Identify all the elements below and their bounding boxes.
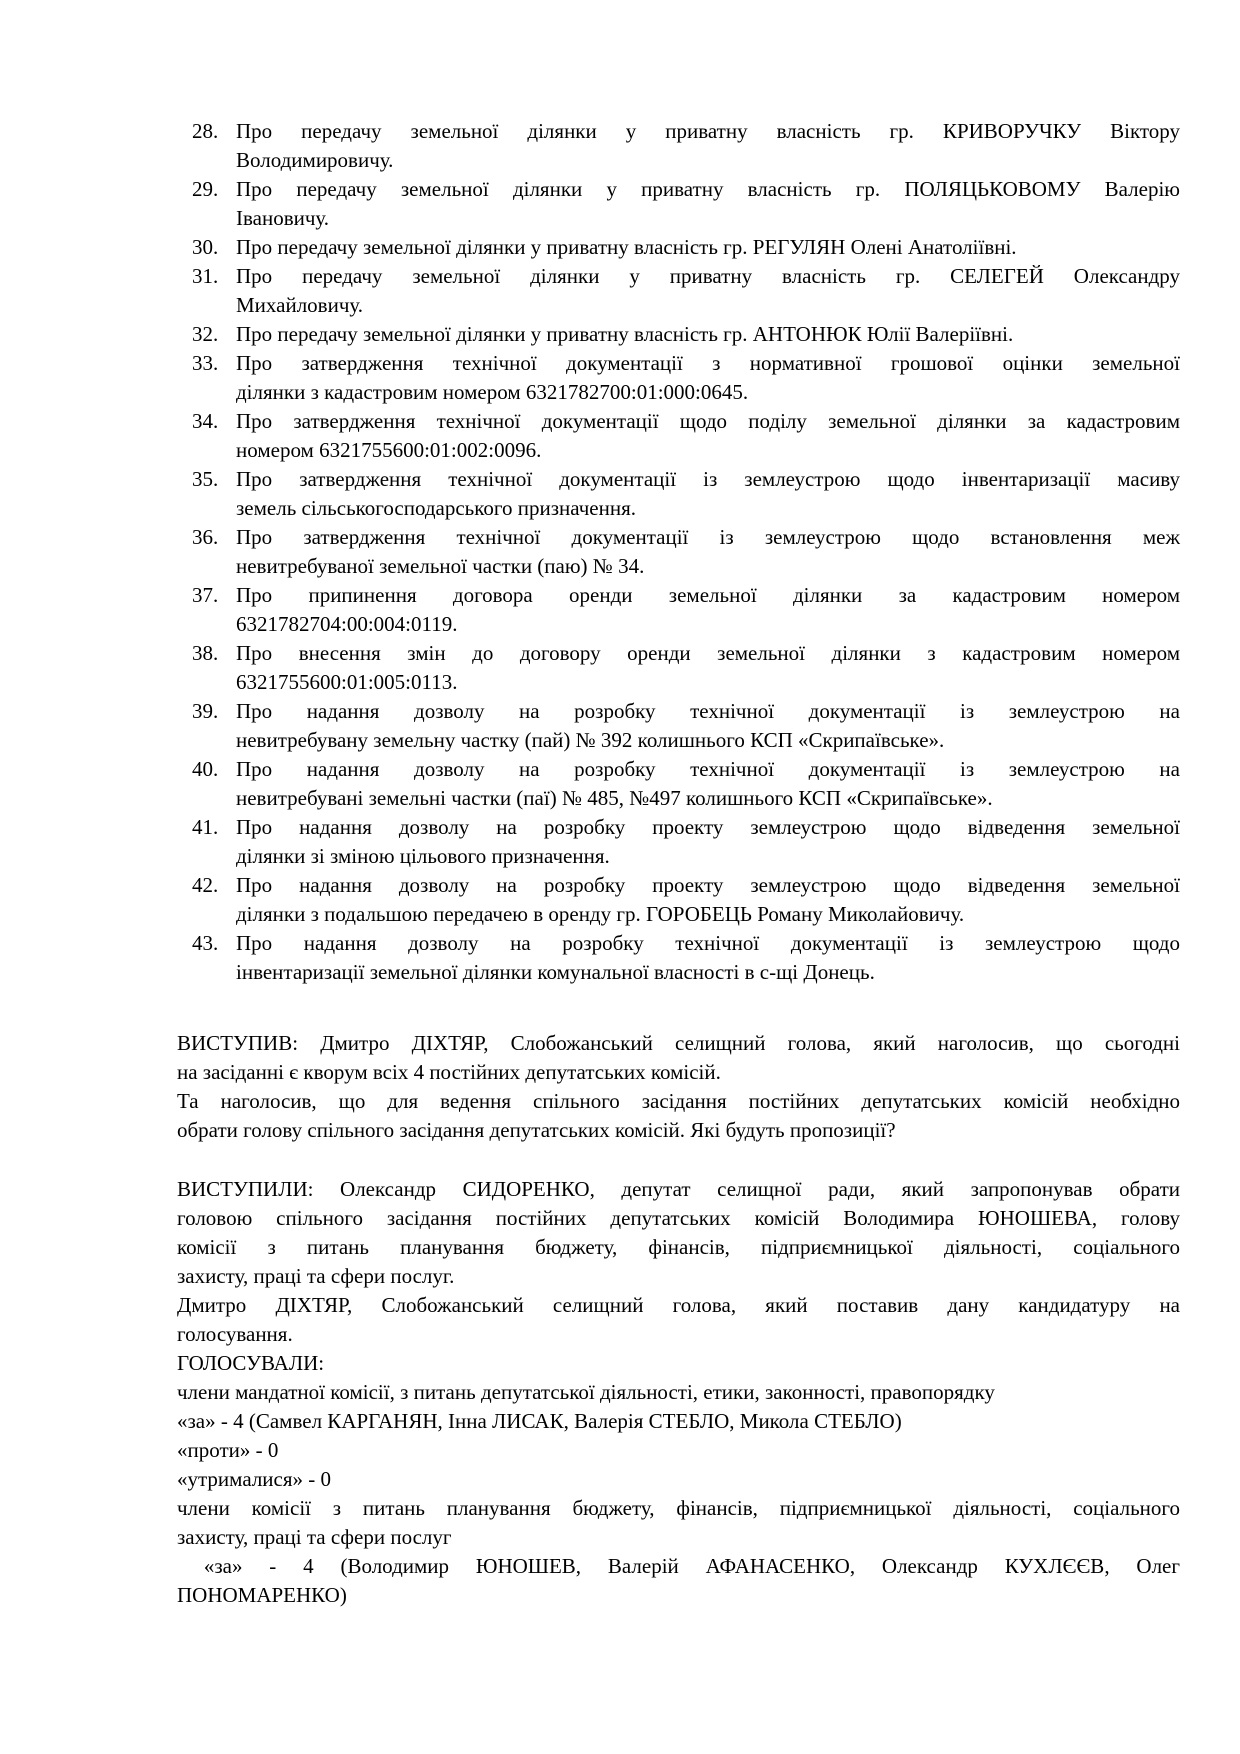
agenda-item xyxy=(177,117,1180,175)
speech-line: головою спільного засідання постійних депутатських комісій Володимира ЮНОШЕВА, голову xyxy=(177,1206,1180,1230)
agenda-item-number: 43. xyxy=(192,931,219,955)
agenda-item-text-cont: невитребуваної земельної частки (паю) № 34. xyxy=(236,554,645,578)
agenda-item xyxy=(177,465,1180,523)
agenda-item-text: Про затвердження технічної документації щодо поділу земельної ділянки за кадастровим xyxy=(236,409,1180,433)
speech-line: Дмитро ДІХТЯР, Слобожанський селищний голова, який поставив дану кандидатуру на xyxy=(177,1293,1180,1317)
agenda-item xyxy=(177,755,1180,813)
speech-line: на засіданні є кворум всіх 4 постійних депутатських комісій. xyxy=(177,1060,721,1084)
agenda-item-text-cont: ділянки з кадастровим номером 6321782700:01:000:0645. xyxy=(236,380,749,404)
agenda-item-number: 30. xyxy=(192,235,219,259)
agenda-item xyxy=(177,320,1180,349)
agenda-item-text-cont: невитребувану земельну частку (пай) № 392 колишнього КСП «Скрипаївське». xyxy=(236,728,945,752)
agenda-item-text: Про надання дозволу на розробку технічної документації із землеустрою на xyxy=(236,757,1180,781)
agenda-item-text-cont: Володимировичу. xyxy=(236,148,394,172)
agenda-item-number: 40. xyxy=(192,757,219,781)
agenda-item-text: Про внесення змін до договору оренди земельної ділянки з кадастровим номером xyxy=(236,641,1180,665)
agenda-item-text: Про надання дозволу на розробку проекту землеустрою щодо відведення земельної xyxy=(236,873,1180,897)
agenda-item-text: Про затвердження технічної документації з нормативної грошової оцінки земельної xyxy=(236,351,1180,375)
agenda-item-number: 42. xyxy=(192,873,219,897)
agenda-item-number: 39. xyxy=(192,699,219,723)
agenda-item-text: Про передачу земельної ділянки у приватну власність гр. СЕЛЕГЕЙ Олександру xyxy=(236,264,1180,288)
agenda-item xyxy=(177,523,1180,581)
agenda-item-number: 28. xyxy=(192,119,219,143)
agenda-item-number: 31. xyxy=(192,264,219,288)
agenda-item xyxy=(177,233,1180,262)
agenda-item-number: 32. xyxy=(192,322,219,346)
agenda-item xyxy=(177,697,1180,755)
agenda-item-number: 34. xyxy=(192,409,219,433)
agenda-item-text-cont: 6321755600:01:005:0113. xyxy=(236,670,458,694)
agenda-item xyxy=(177,929,1180,987)
agenda-item-text-cont: номером 6321755600:01:002:0096. xyxy=(236,438,542,462)
vote-for: «за» - 4 (Володимир ЮНОШЕВ, Валерій АФАНАСЕНКО, Олександр КУХЛЄЄВ, Олег xyxy=(177,1554,1180,1578)
agenda-item xyxy=(177,175,1180,233)
agenda-item-text-cont: 6321782704:00:004:0119. xyxy=(236,612,458,636)
speech-line: ВИСТУПИЛИ: Олександр СИДОРЕНКО, депутат селищної ради, який запропонував обрати xyxy=(177,1177,1180,1201)
agenda-item-text: Про передачу земельної ділянки у приватну власність гр. РЕГУЛЯН Олені Анатоліївні. xyxy=(236,235,1017,259)
agenda-item xyxy=(177,813,1180,871)
agenda-item xyxy=(177,407,1180,465)
agenda-item-text: Про затвердження технічної документації із землеустрою щодо встановлення меж xyxy=(236,525,1180,549)
agenda-item-number: 38. xyxy=(192,641,219,665)
agenda-item-number: 36. xyxy=(192,525,219,549)
speech-line: ВИСТУПИВ: Дмитро ДІХТЯР, Слобожанський селищний голова, який наголосив, що сьогодні xyxy=(177,1031,1180,1055)
speech-line: комісії з питань планування бюджету, фінансів, підприємницької діяльності, соціального xyxy=(177,1235,1180,1259)
agenda-item-text-cont: ділянки з подальшою передачею в оренду гр. ГОРОБЕЦЬ Роману Миколайовичу. xyxy=(236,902,965,926)
agenda-item-text: Про передачу земельної ділянки у приватну власність гр. КРИВОРУЧКУ Віктору xyxy=(236,119,1180,143)
agenda-item-text: Про передачу земельної ділянки у приватну власність гр. ПОЛЯЦЬКОВОМУ Валерію xyxy=(236,177,1180,201)
speech-section-vystupyly xyxy=(177,1175,1180,1610)
vote-for-cont: ПОНОМАРЕНКО) xyxy=(177,1583,347,1607)
voting-heading: ГОЛОСУВАЛИ: xyxy=(177,1351,325,1375)
agenda-item-text-cont: невитребувані земельні частки (паї) № 485, №497 колишнього КСП «Скрипаївське». xyxy=(236,786,993,810)
vote-abstain: «утрималися» - 0 xyxy=(177,1467,332,1491)
vote-for: «за» - 4 (Самвел КАРГАНЯН, Інна ЛИСАК, Валерія СТЕБЛО, Микола СТЕБЛО) xyxy=(177,1409,902,1433)
agenda-item-text: Про надання дозволу на розробку технічної документації із землеустрою на xyxy=(236,699,1180,723)
agenda-item-number: 33. xyxy=(192,351,219,375)
agenda-item xyxy=(177,871,1180,929)
speech-line: захисту, праці та сфери послуг. xyxy=(177,1264,455,1288)
committee-label: члени мандатної комісії, з питань депутатської діяльності, етики, законності, правопорядку xyxy=(177,1380,995,1404)
agenda-item-text-cont: Михайловичу. xyxy=(236,293,364,317)
vote-against: «проти» - 0 xyxy=(177,1438,279,1462)
agenda-item-text: Про надання дозволу на розробку проекту землеустрою щодо відведення земельної xyxy=(236,815,1180,839)
speech-line: обрати голову спільного засідання депутатських комісій. Які будуть пропозиції? xyxy=(177,1118,896,1142)
speech-line: голосування. xyxy=(177,1322,293,1346)
agenda-item-text: Про припинення договора оренди земельної ділянки за кадастровим номером xyxy=(236,583,1180,607)
agenda-item xyxy=(177,349,1180,407)
agenda-item-text-cont: земель сільськогосподарського призначення. xyxy=(236,496,636,520)
speech-section-vystupyv xyxy=(177,1029,1180,1145)
agenda-item-text-cont: інвентаризації земельної ділянки комунальної власності в с-щі Донець. xyxy=(236,960,875,984)
agenda-item-text: Про надання дозволу на розробку технічної документації із землеустрою щодо xyxy=(236,931,1180,955)
agenda-item-text: Про затвердження технічної документації із землеустрою щодо інвентаризації масиву xyxy=(236,467,1180,491)
committee-label: члени комісії з питань планування бюджету, фінансів, підприємницької діяльності, соціального xyxy=(177,1496,1180,1520)
committee-label-cont: захисту, праці та сфери послуг xyxy=(177,1525,452,1549)
agenda-item xyxy=(177,639,1180,697)
agenda-item-number: 35. xyxy=(192,467,219,491)
agenda-item-text-cont: ділянки зі зміною цільового призначення. xyxy=(236,844,610,868)
agenda-item-text: Про передачу земельної ділянки у приватну власність гр. АНТОНЮК Юлії Валеріївні. xyxy=(236,322,1014,346)
agenda-item-text-cont: Івановичу. xyxy=(236,206,330,230)
agenda-item xyxy=(177,581,1180,639)
agenda-item-number: 37. xyxy=(192,583,219,607)
speech-line: Та наголосив, що для ведення спільного засідання постійних депутатських комісій необхідно xyxy=(177,1089,1180,1113)
agenda-list xyxy=(177,117,1180,987)
agenda-item-number: 29. xyxy=(192,177,219,201)
agenda-item-number: 41. xyxy=(192,815,219,839)
agenda-item xyxy=(177,262,1180,320)
